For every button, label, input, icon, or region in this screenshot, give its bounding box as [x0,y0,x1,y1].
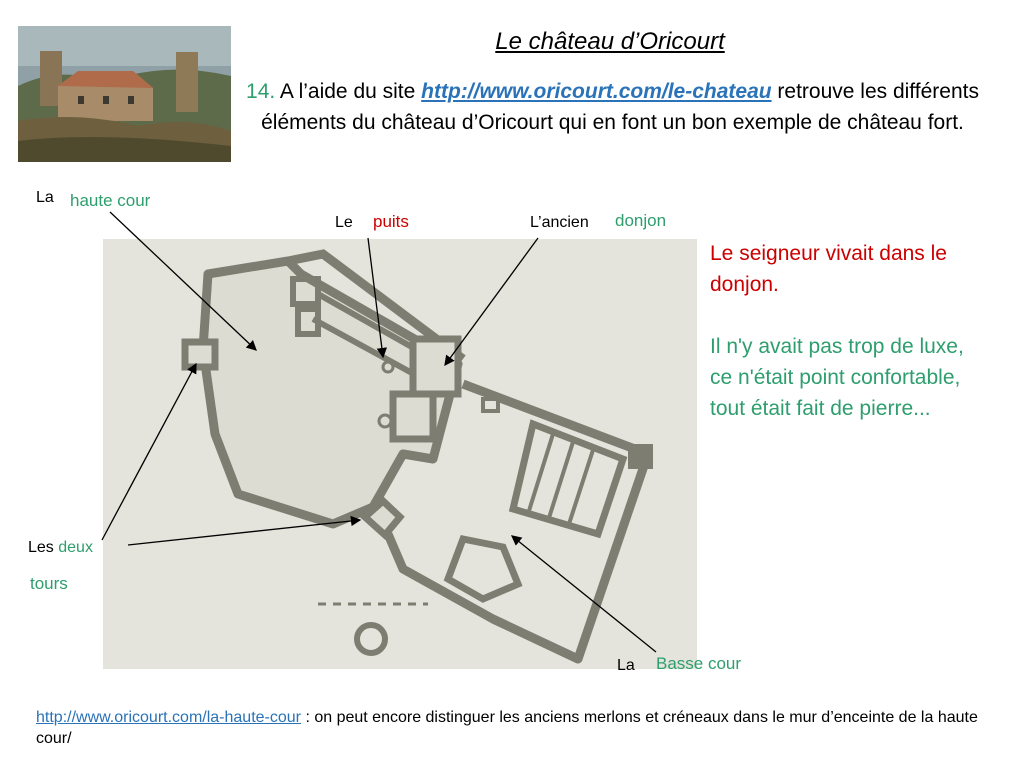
label-puits: Le [335,214,353,231]
question-text [240,76,985,138]
note-confort: Il n'y avait pas trop de luxe, ce n'était point confortable, tout était fait de pierre... [710,335,964,420]
answer-donjon: donjon [615,211,667,230]
answer-tours: tours [30,574,68,593]
footer-note [36,707,986,749]
question-prefix: A l’aide du site [275,80,422,103]
footer-text: : on peut encore distinguer les anciens merlons et créneaux dans le mur d’enceinte de la haute cour/ [36,709,978,747]
label-basse-cour: La [617,657,635,674]
page-title: Le château d’Oricourt [495,28,725,55]
castle-plan [103,239,697,669]
label-haute-cour [36,189,54,207]
footer-link[interactable]: http://www.oricourt.com/la-haute-cour [36,709,301,726]
answer-basse-cour: Basse cour [656,654,742,673]
label-donjon: L’ancien [530,214,589,231]
notes-panel [710,238,985,424]
question-suffix: retrouve les différents éléments du château d’Oricourt qui en font un bon exemple de château fort. [261,80,979,134]
question-link[interactable]: http://www.oricourt.com/le-chateau [421,80,772,103]
note-seigneur: Le seigneur vivait dans le donjon. [710,242,947,296]
castle-photo [18,26,231,162]
label-tours [28,539,93,557]
answer-deux: deux [58,539,93,556]
question-number: 14. [246,80,276,103]
label-prefix: Les [28,539,54,556]
answer-puits: puits [373,212,409,231]
answer-haute-cour: haute cour [70,191,151,210]
note-spacer [710,300,985,331]
label-prefix: La [36,189,54,206]
